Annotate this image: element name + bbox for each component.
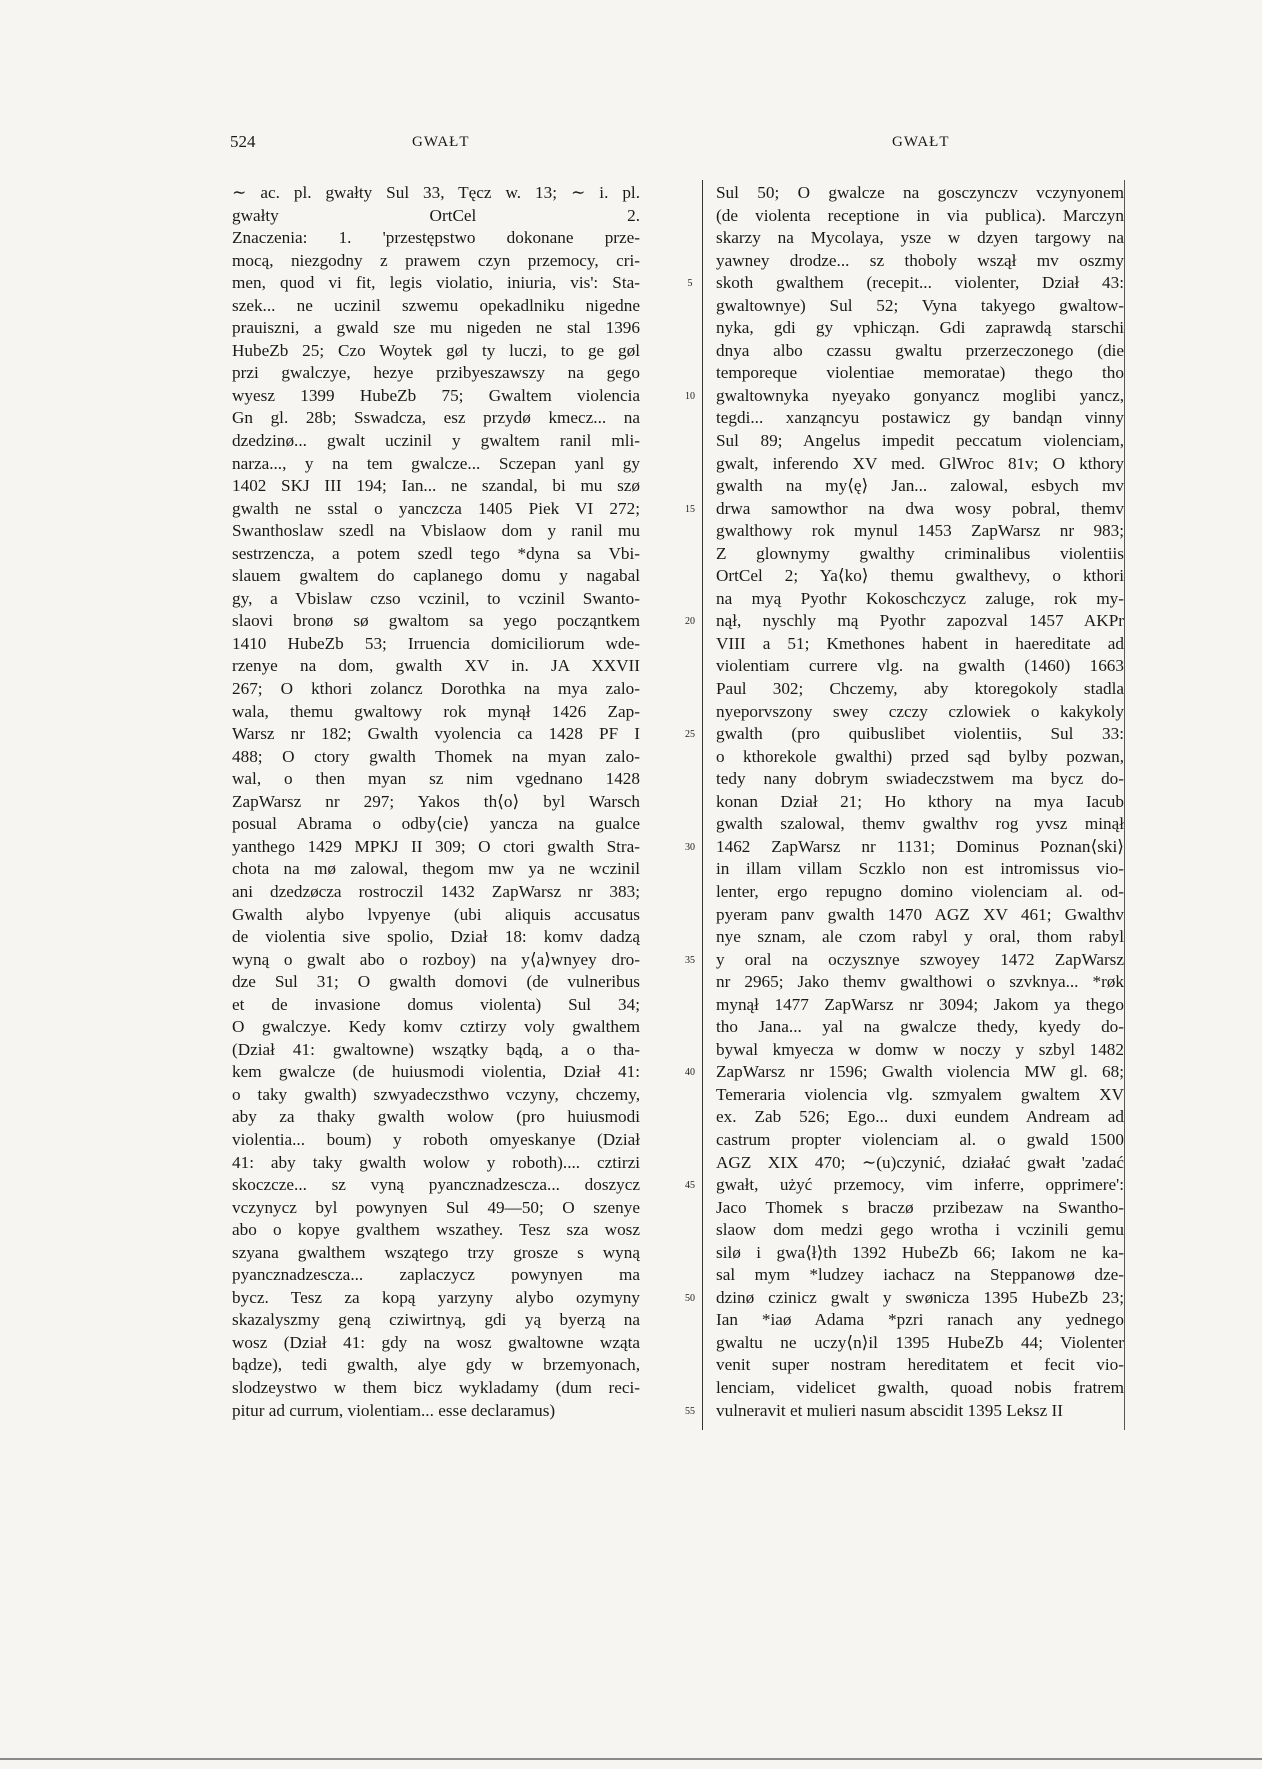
text-line: skoth gwalthem (recepit... violenter, Dział 43: [716, 273, 1124, 293]
text-line: temporeque violentiae memoratae) thego tho [716, 363, 1124, 383]
line-number: 45 [685, 1180, 695, 1192]
text-line: Sul 50; O gwalcze na gosczynczv vczynyonem [716, 183, 1124, 202]
text-line: skazalyszmy geną cziwirtnyą, gdi yą byerzą na [232, 1310, 640, 1330]
column-divider [702, 180, 703, 1430]
text-line: gwałt, użyć przemocy, vim inferre, opprimere': [716, 1175, 1124, 1195]
text-line: pyeram panv gwalth 1470 AGZ XV 461; Gwalthv [716, 904, 1124, 924]
text-line: gy, a Vbislaw czso vczinil, to vczinil Swanto- [232, 588, 640, 608]
text-line: lenter, ergo repugno domino violenciam al. od- [716, 881, 1124, 901]
text-line: pyancznadzescza... zaplaczycz powynyen ma [232, 1265, 640, 1285]
line-number: 5 [687, 278, 693, 290]
text-line: Z glownymy gwalthy criminalibus violentiis [716, 543, 1124, 563]
text-line: in illam villam Sczklo non est intromissus vio- [716, 859, 1124, 879]
text-line: venit super nostram hereditatem et fecit vio- [716, 1355, 1124, 1375]
text-line: chota na mø zalowal, thegom mw ya ne wczinil [232, 859, 640, 879]
line-number: 40 [685, 1067, 695, 1079]
text-line: slauem gwaltem do caplanego domu y nagabal [232, 566, 640, 586]
line-number: 20 [685, 616, 695, 628]
text-line: gwaltu ne uczy⟨n⟩il 1395 HubeZb 44; Violenter [716, 1332, 1124, 1352]
text-line: ∼ ac. pl. gwałty Sul 33, Tęcz w. 13; ∼ i. pl. [232, 183, 640, 202]
text-line: skarzy na Mycolaya, ysze w dzyen targowy na [716, 228, 1124, 248]
text-line: o kthorekole gwalthi) przed sąd bylby pozwan, [716, 746, 1124, 766]
text-line: Warsz nr 182; Gwalth vyolencia ca 1428 PF I [232, 724, 640, 744]
text-line: gwaltownye) Sul 52; Vyna takyego gwaltow- [716, 295, 1124, 315]
text-line: nął, nyschly mą Pyothr zapozval 1457 AKPr [716, 611, 1124, 631]
text-line: 1462 ZapWarsz nr 1131; Dominus Poznan⟨ski⟩ [716, 836, 1124, 856]
text-line: y oral na oczysznye szwoyey 1472 ZapWarsz [716, 949, 1124, 969]
text-line: tedy nany dobrym swiadeczstwem ma bycz do- [716, 769, 1124, 789]
text-line: wal, o then myan sz nim vgednano 1428 [232, 769, 640, 789]
right-column [716, 182, 1124, 1422]
text-line: gwalt, inferendo XV med. GlWroc 81v; O kthory [716, 453, 1124, 473]
text-line: 1410 HubeZb 53; Irruencia domiciliorum wde- [232, 633, 640, 653]
text-line: rzenye na dom, gwalth XV in. JA XXVII [232, 656, 640, 676]
text-line: gwalth (pro quibuslibet violentiis, Sul 33: [716, 724, 1124, 744]
text-line: mocą, niezgodny z prawem czyn przemocy, cri- [232, 250, 640, 270]
text-line: nye sznam, ale czom rabyl y oral, thom rabyl [716, 927, 1124, 947]
text-line: 1402 SKJ III 194; Ian... ne szandal, bi mu szø [232, 476, 640, 496]
text-line: nr 2965; Jako themv gwalthowi o szvknya... *røk [716, 972, 1124, 992]
text-line: vulneravit et mulieri nasum abscidit 1395 Leksz II [716, 1400, 1063, 1420]
text-line: aby za thaky gwalth wolow (pro huiusmodi [232, 1107, 640, 1127]
text-line: ex. Zab 526; Ego... duxi eundem Andream ad [716, 1107, 1124, 1127]
text-line: kem gwalcze (de huiusmodi violentia, Dział 41: [232, 1062, 640, 1082]
line-number: 25 [685, 729, 695, 741]
text-line: pitur ad currum, violentiam... esse declaramus) [232, 1400, 556, 1420]
text-line: wyną o gwalt abo o rozboy) na y⟨a⟩wnyey dro- [232, 949, 640, 969]
line-number: 50 [685, 1292, 695, 1304]
text-line: Jaco Thomek s braczø przibezaw na Swantho- [716, 1197, 1124, 1217]
text-line: et de invasione domus violenta) Sul 34; [232, 994, 640, 1014]
text-line: bądze), tedi gwalth, alye gdy w brzemyonach, [232, 1355, 640, 1375]
text-line: Gn gl. 28b; Sswadcza, esz przydø kmecz... na [232, 408, 640, 428]
text-line: konan Dział 21; Ho kthory na mya Iacub [716, 791, 1124, 811]
text-line: yanthego 1429 MPKJ II 309; O ctori gwalth Stra- [232, 836, 640, 856]
line-number: 35 [685, 954, 695, 966]
text-line: (Dział 41: gwaltowne) wszątky bądą, a o tha- [232, 1039, 640, 1059]
text-line: 41: aby taky gwalth wolow y roboth).... cztirzi [232, 1152, 640, 1172]
text-line: vczynycz byl powynyen Sul 49—50; O szenye [232, 1197, 640, 1217]
line-number: 15 [685, 503, 695, 515]
text-line: dze Sul 31; O gwalth domovi (de vulneribus [232, 972, 640, 992]
running-head-right: GWAŁT [892, 134, 950, 150]
text-line: castrum propter violenciam al. o gwald 1500 [716, 1129, 1124, 1149]
left-column [232, 182, 640, 1422]
text-line: Sul 89; Angelus impedit peccatum violenciam, [716, 431, 1124, 451]
text-line: (de violenta receptione in via publica). Marczyn [716, 205, 1124, 225]
text-line: Gwalth alybo lvpyenye (ubi aliquis accusatus [232, 904, 640, 924]
text-line: nyeporvszony swey czczy czlowiek o kakykoly [716, 701, 1124, 721]
text-line: skoczcze... sz vyną pyancznadzescza... doszycz [232, 1175, 640, 1195]
running-head-left: GWAŁT [412, 134, 470, 150]
line-number: 30 [685, 841, 695, 853]
text-line: bycz. Tesz za kopą yarzyny alybo ozymyny [232, 1287, 640, 1307]
scan-bottom-edge [0, 1758, 1262, 1760]
text-line: 488; O ctory gwalth Thomek na myan zalo- [232, 746, 640, 766]
text-line: ani dzedzøcza rostroczil 1432 ZapWarsz nr 383; [232, 881, 640, 901]
text-line: gwalth na my⟨ę⟩ Jan... zalowal, esbych mv [716, 476, 1124, 496]
line-number: 55 [685, 1405, 695, 1417]
text-line: posual Abrama o odby⟨cie⟩ yancza na gualce [232, 814, 640, 834]
text-line: Paul 302; Chczemy, aby ktoregokoly stadla [716, 679, 1124, 699]
text-line: gwałty OrtCel 2. [232, 205, 640, 225]
text-line: sal mym *ludzey iachacz na Steppanowø dze- [716, 1265, 1124, 1285]
text-line: prauiszni, a gwald sze mu nigeden ne stal 1396 [232, 318, 640, 338]
text-line: OrtCel 2; Ya⟨ko⟩ themu gwalthevy, o kthori [716, 566, 1124, 586]
text-line: tegdi... xanząncyu postawicz gy bandąn vinny [716, 408, 1124, 428]
text-line: drwa samowthor na dwa wosy pobral, themv [716, 498, 1124, 518]
text-line: men, quod vi fit, legis violatio, iniuria, vis': Sta- [232, 273, 640, 293]
text-line: wosz (Dział 41: gdy na wosz gwaltowne wząta [232, 1332, 640, 1352]
text-line: O gwalczye. Kedy komv cztirzy voly gwalthem [232, 1017, 640, 1037]
text-line: dzinø czinicz gwalt y swønicza 1395 HubeZb 23; [716, 1287, 1124, 1307]
text-line: lenciam, videlicet gwalth, quoad nobis fratrem [716, 1377, 1124, 1397]
text-line: VIII a 51; Kmethones habent in haereditate ad [716, 633, 1124, 653]
text-line: tho Jana... yal na gwalcze thedy, kyedy do- [716, 1017, 1124, 1037]
page-number: 524 [230, 132, 256, 151]
text-line: wala, themu gwaltowy rok mynął 1426 Zap- [232, 701, 640, 721]
text-line: silø i gwa⟨ł⟩th 1392 HubeZb 66; Iakom ne ka- [716, 1242, 1124, 1262]
text-line: gwalth szalowal, themv gwalthv rog yvsz minął [716, 814, 1124, 834]
text-line: gwalthowy rok mynul 1453 ZapWarsz nr 983; [716, 521, 1124, 541]
text-line: ZapWarsz nr 297; Yakos th⟨o⟩ byl Warsch [232, 791, 640, 811]
text-line: dzedzinø... gwalt uczinil y gwaltem ranil mli- [232, 431, 640, 451]
text-line: violentiam currere vlg. na gwalth (1460) 1663 [716, 656, 1124, 676]
text-line: AGZ XIX 470; ∼(u)czynić, działać gwałt 'zadać [716, 1152, 1124, 1172]
text-line: nyka, gdi gy vphicząn. Gdi zaprawdą starschi [716, 318, 1124, 338]
text-line: 267; O kthori zolancz Dorothka na mya zalo- [232, 679, 640, 699]
text-line: na myą Pyothr Kokoschczycz zaluge, rok my- [716, 588, 1124, 608]
text-line: slodzeystwo w them bicz wykladamy (dum reci- [232, 1377, 640, 1397]
text-line: dnya albo czassu gwaltu przerzeczonego (die [716, 340, 1124, 360]
text-line: yawney drodze... sz thoboly wszął mv oszmy [716, 250, 1124, 270]
text-line: slaow dom medzi gego wrotha i vczinili gemu [716, 1220, 1124, 1240]
text-line: sestrzencza, a potem szedl tego *dyna sa Vbi- [232, 543, 640, 563]
text-line: gwaltownyka nyeyako gonyancz moglibi yancz, [716, 385, 1124, 405]
line-number: 10 [685, 390, 695, 402]
text-line: Ian *iaø Adama *pzri ranach any yednego [716, 1310, 1124, 1330]
text-line: violentia... boum) y roboth omyeskanye (Dział [232, 1129, 640, 1149]
text-line: wyesz 1399 HubeZb 75; Gwaltem violencia [232, 385, 640, 405]
text-line: Znaczenia: 1. 'przestępstwo dokonane prze- [232, 228, 640, 248]
text-line: Swanthoslaw szedl na Vbislaow dom y ranil mu [232, 521, 640, 541]
text-line: gwalth ne sstal o yanczcza 1405 Piek VI 272; [232, 498, 640, 518]
text-line: abo o kopye gvalthem wszathey. Tesz sza wosz [232, 1220, 640, 1240]
text-line: narza..., y na tem gwalcze... Sczepan yanl gy [232, 453, 640, 473]
text-line: slaovi bronø sø gwaltom sa yego począntkem [232, 611, 640, 631]
right-margin-rule [1124, 180, 1125, 1430]
text-line: przi gwalczye, hezye przibyeszawszy na gego [232, 363, 640, 383]
text-line: mynął 1477 ZapWarsz nr 3094; Jakom ya thego [716, 994, 1124, 1014]
text-line: de violentia sive spolio, Dział 18: komv dadzą [232, 927, 640, 947]
text-line: o taky gwalth) szwyadeczsthwo vczyny, chczemy, [232, 1084, 640, 1104]
text-line: Temeraria violencia vlg. szmyalem gwaltem XV [716, 1084, 1124, 1104]
text-line: bywal kmyecza w domw w noczy y szbyl 1482 [716, 1039, 1124, 1059]
text-line: szyana gwalthem wszątego trzy grosze s wyną [232, 1242, 640, 1262]
text-line: szek... ne uczinil szwemu opekadlniku nigedne [232, 295, 640, 315]
text-line: ZapWarsz nr 1596; Gwalth violencia MW gl. 68; [716, 1062, 1124, 1082]
text-line: HubeZb 25; Czo Woytek gøl ty luczi, to ge gøl [232, 340, 640, 360]
